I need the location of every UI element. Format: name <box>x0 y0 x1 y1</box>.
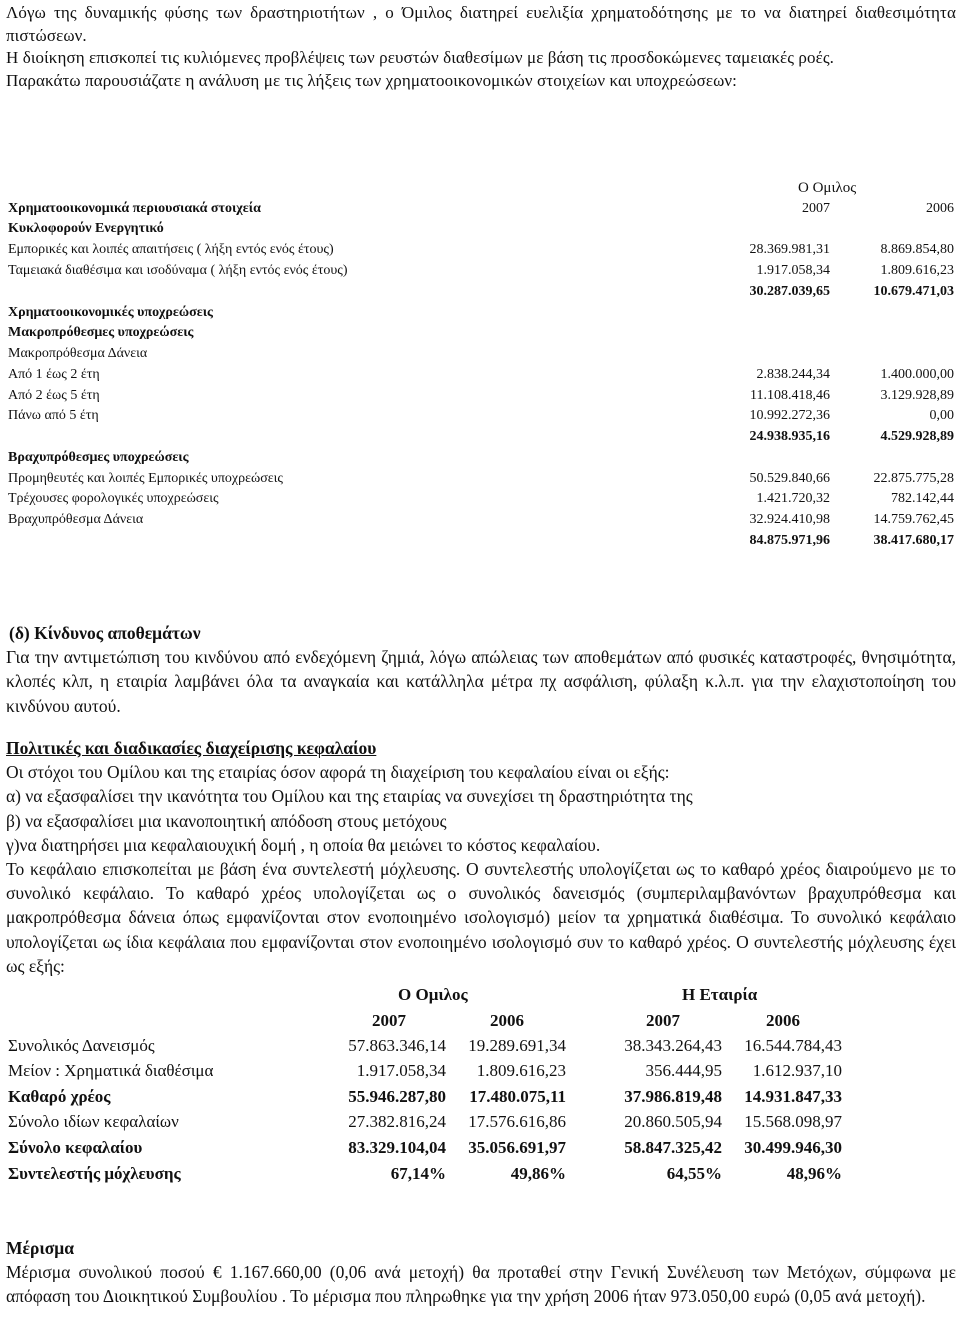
table-row <box>8 323 958 344</box>
assets-total-2006: 10.679.471,03 <box>873 284 954 299</box>
value-2007: 1.917.058,34 <box>756 263 830 278</box>
long-term-loans-label: Μακροπρόθεσμα Δάνεια <box>8 346 148 361</box>
company-2007-value: 64,55% <box>666 1164 722 1183</box>
group-2007-value: 67,14% <box>390 1164 446 1183</box>
leverage-year-header-row <box>8 1009 848 1035</box>
company-2007-value: 20.860.505,94 <box>624 1112 722 1131</box>
row-label: Ταμειακά διαθέσιμα και ισοδύναμα ( λήξη εντός ενός έτους) <box>8 263 348 278</box>
company-header: Η Εταιρία <box>682 985 758 1004</box>
company-2006-value: 30.499.946,30 <box>744 1138 842 1157</box>
table-row <box>8 219 958 240</box>
table-row <box>8 199 958 220</box>
capital-title: Πολιτικές και διαδικασίες διαχείρισης κεφαλαίου <box>6 738 377 758</box>
group-2007-value: 27.382.816,24 <box>348 1112 446 1131</box>
table-total-row <box>8 531 958 552</box>
row-label: Μείον : Χρηματικά διαθέσιμα <box>8 1061 214 1080</box>
capital-line-1: Οι στόχοι του Ομίλου και της εταιρίας όσον αφορά τη διαχείριση του κεφαλαίου είναι οι εξής: <box>6 762 670 783</box>
assets-total-2007: 30.287.039,65 <box>749 284 830 299</box>
value-2007: 50.529.840,66 <box>749 471 830 486</box>
year-header: 2006 <box>766 1011 800 1030</box>
short-term-title: Βραχυπρόθεσμες υποχρεώσεις <box>8 450 189 465</box>
row-label: Από 2 έως 5 έτη <box>8 388 100 403</box>
group-2006-value: 17.480.075,11 <box>469 1087 566 1106</box>
table-row <box>8 448 958 469</box>
row-label: Εμπορικές και λοιπές απαιτήσεις ( λήξη εντός ενός έτους) <box>8 242 334 257</box>
short-term-total-2007: 84.875.971,96 <box>749 533 830 548</box>
capital-section <box>6 736 956 978</box>
value-2007: 11.108.418,46 <box>750 388 830 403</box>
intro-paragraph-3: Παρακάτω παρουσιάζατε η ανάλυση με τις λήξεις των χρηματοοικονομικών στοιχείων και υποχρεώσεων: <box>6 70 737 90</box>
group-2006-value: 1.809.616,23 <box>476 1061 566 1080</box>
dividend-title: Μέρισμα <box>6 1238 74 1258</box>
current-assets-title: Κυκλοφορούν Ενεργητικό <box>8 221 164 236</box>
year-header: 2006 <box>490 1011 524 1030</box>
row-label: Βραχυπρόθεσμα Δάνεια <box>8 512 144 527</box>
company-2006-value: 16.544.784,43 <box>744 1036 842 1055</box>
group-2007-value: 83.329.104,04 <box>348 1138 446 1157</box>
capital-paragraph: Το κεφάλαιο επισκοπείται με βάση ένα συντελεστή μόχλευσης. Ο συντελεστής υπολογίζεται ως το καθαρό χρέος διαιρούμενο με το συνολικό κεφάλαιο. Το καθαρό χρέος υπολογίζεται ως ο συνολικός δανεισμός (συμπεριλαμβανόντων βραχυπρόθεσμα και μακροπρόθεσμα δάνεια όπως εμφανίζονται στον ενοποιημένο ισολογισμό) μείον τα χρηματικά διαθέσιμα. Το συνολικό κεφάλαιο υπολογίζεται ως ίδια κεφάλαια που εμφανίζονται στον ενοποιημένο ισολογισμό συν το καθαρό χρέος. Ο συντελεστής μόχλευσης έχει ως εξής: <box>6 859 956 976</box>
intro-section <box>6 2 956 92</box>
group-2007-value: 57.863.346,14 <box>348 1036 446 1055</box>
row-label: Σύνολο ιδίων κεφαλαίων <box>8 1112 179 1131</box>
liabilities-title: Χρηματοοικονομικές υποχρεώσεις <box>8 305 213 320</box>
year-2006-header: 2006 <box>926 201 954 216</box>
row-label: Τρέχουσες φορολογικές υποχρεώσεις <box>8 491 219 506</box>
group-header: Ο Ομιλος <box>798 180 857 196</box>
short-term-total-2006: 38.417.680,17 <box>873 533 954 548</box>
table-row <box>8 386 958 407</box>
group-2007-value: 1.917.058,34 <box>356 1061 446 1080</box>
dividend-section <box>6 1236 956 1309</box>
row-label: Συνολικός Δανεισμός <box>8 1036 155 1055</box>
group-2006-value: 19.289.691,34 <box>468 1036 566 1055</box>
row-label: Πάνω από 5 έτη <box>8 408 99 423</box>
inventory-risk-title: (δ) Κίνδυνος αποθεμάτων <box>9 623 201 643</box>
table-row <box>8 1059 848 1085</box>
table-group-header-row <box>8 178 958 199</box>
value-2006: 1.809.616,23 <box>880 263 954 278</box>
value-2006: 3.129.928,89 <box>880 388 954 403</box>
long-term-total-2007: 24.938.935,16 <box>749 429 830 444</box>
value-2006: 1.400.000,00 <box>880 367 954 382</box>
group-2006-value: 17.576.616,86 <box>468 1112 566 1131</box>
row-label: Συντελεστής μόχλευσης <box>8 1164 181 1183</box>
table-row <box>8 1034 848 1060</box>
value-2007: 1.421.720,32 <box>756 491 830 506</box>
inventory-risk-section <box>6 621 956 718</box>
value-2006: 14.759.762,45 <box>873 512 954 527</box>
table-row <box>8 1162 848 1188</box>
inventory-risk-text: Για την αντιμετώπιση του κινδύνου από ενδεχόμενη ζημιά, λόγω απώλειας των αποθεμάτων από φυσικές καταστροφές, θνησιμότητα, κλοπές κλπ, η εταιρία λαμβάνει όλα τα αναγκαία και κατάλληλα μέτρα πχ ασφάλιση, φύλαξη κ.λ.π. για την ελαχιστοποίηση του κινδύνου αυτού. <box>6 647 956 716</box>
value-2006: 782.142,44 <box>891 491 954 506</box>
value-2007: 10.992.272,36 <box>749 408 830 423</box>
table-row <box>8 469 958 490</box>
table-row <box>8 1085 848 1111</box>
assets-title: Χρηματοοικονομικά περιουσιακά στοιχεία <box>8 201 261 216</box>
table-row <box>8 303 958 324</box>
row-label: Σύνολο κεφαλαίου <box>8 1138 143 1157</box>
value-2006: 22.875.775,28 <box>873 471 954 486</box>
company-2007-value: 58.847.325,42 <box>624 1138 722 1157</box>
company-2006-value: 1.612.937,10 <box>752 1061 842 1080</box>
company-2006-value: 14.931.847,33 <box>744 1087 842 1106</box>
table-row <box>8 406 958 427</box>
company-2006-value: 15.568.098,97 <box>744 1112 842 1131</box>
table-total-row <box>8 282 958 303</box>
table-row <box>8 261 958 282</box>
dividend-text: Μέρισμα συνολικού ποσού € 1.167.660,00 (0,06 ανά μετοχή) θα προταθεί στην Γενική Συνέλευση των Μετόχων, σύμφωνα με απόφαση του Διοικητικού Συμβουλίου . Το μέρισμα που πληρωθηκε για την χρήση 2006 ήταν 973.050,00 ευρώ (0,05 ανά μετοχή). <box>6 1262 956 1307</box>
year-2007-header: 2007 <box>802 201 830 216</box>
leverage-group-header-row <box>8 983 848 1009</box>
company-2007-value: 37.986.819,48 <box>624 1087 722 1106</box>
table-row <box>8 344 958 365</box>
company-2007-value: 356.444,95 <box>645 1061 722 1080</box>
group-2006-value: 49,86% <box>510 1164 566 1183</box>
intro-paragraph-2: Η διοίκηση επισκοπεί τις κυλιόμενες προβλέψεις των ρευστών διαθεσίμων με βάση τις προσδοκώμενες ταμειακές ροές. <box>6 48 835 67</box>
table-row <box>8 1110 848 1136</box>
value-2006: 0,00 <box>929 408 954 423</box>
group-2006-value: 35.056.691,97 <box>468 1138 566 1157</box>
intro-paragraph-1: Λόγω της δυναμικής φύσης των δραστηριοτήτων , ο Όμιλος διατηρεί ευελιξία χρηματοδότησης με το να διατηρεί διαθεσιμότητα πιστώσεων. <box>6 3 956 45</box>
long-term-title: Μακροπρόθεσμες υποχρεώσεις <box>8 325 194 340</box>
table-row <box>8 240 958 261</box>
value-2007: 28.369.981,31 <box>749 242 830 257</box>
row-label: Από 1 έως 2 έτη <box>8 367 100 382</box>
year-header: 2007 <box>372 1011 406 1030</box>
company-2006-value: 48,96% <box>786 1164 842 1183</box>
table-row <box>8 365 958 386</box>
group-2007-value: 55.946.287,80 <box>348 1087 446 1106</box>
company-2007-value: 38.343.264,43 <box>624 1036 722 1055</box>
capital-line-3: β) να εξασφαλίσει μια ικανοποιητική απόδοση στους μετόχους <box>6 810 447 831</box>
capital-line-4: γ)να διατηρήσει μια κεφαλαιουχική δομή , η οποία θα μειώνει το κόστος κεφαλαίου. <box>6 834 601 855</box>
year-header: 2007 <box>646 1011 680 1030</box>
long-term-total-2006: 4.529.928,89 <box>880 429 954 444</box>
table-total-row <box>8 427 958 448</box>
row-label: Προμηθευτές και λοιπές Εμπορικές υποχρεώσεις <box>8 471 283 486</box>
group-header: Ο Ομιλος <box>398 985 468 1004</box>
row-label: Καθαρό χρέος <box>8 1087 111 1106</box>
value-2007: 2.838.244,34 <box>756 367 830 382</box>
value-2007: 32.924.410,98 <box>749 512 830 527</box>
table-row <box>8 489 958 510</box>
table-row <box>8 510 958 531</box>
capital-line-2: α) να εξασφαλίσει την ικανότητα του Ομίλου και της εταιρίας να συνεχίσει τη δραστηριότητα της <box>6 786 693 807</box>
table-row <box>8 1136 848 1162</box>
value-2006: 8.869.854,80 <box>880 242 954 257</box>
